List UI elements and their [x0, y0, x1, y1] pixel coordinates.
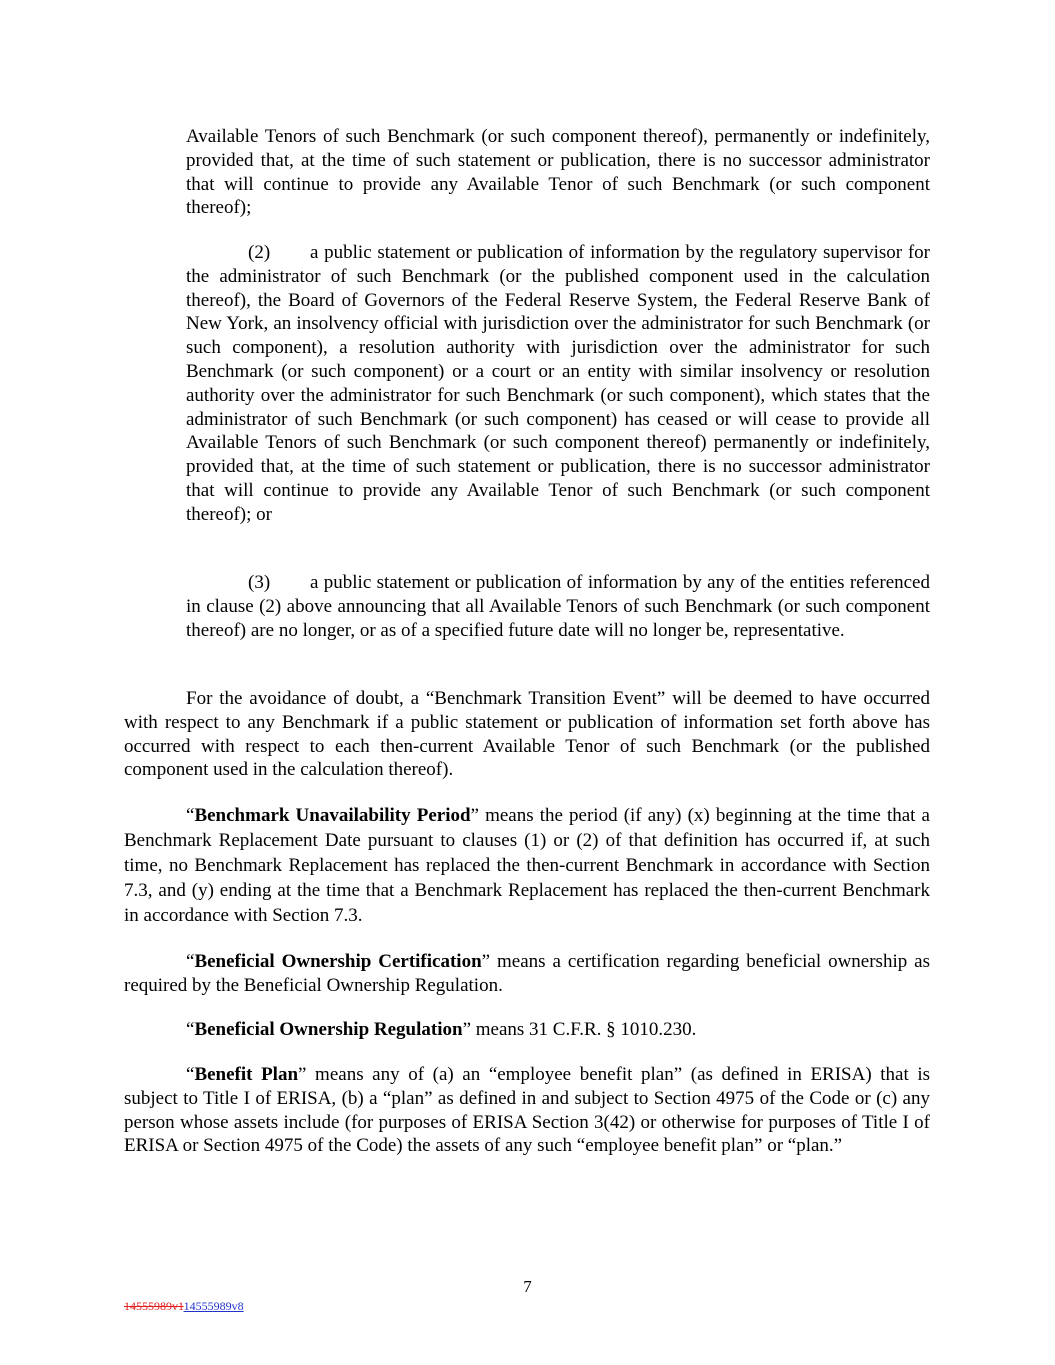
clause-2-text: a public statement or publication of information by the regulatory supervisor for the administrator of such Benchmark (or the published component used in the calculation thereof), the Board of Governors of the Federal Reserve System, the Federal Reserve Bank of New York, an insolvency official with jurisdiction over the administrator for such Benchmark (or such component), a resolution authority with jurisdiction over the administrator for such Benchmark (or such component) or a court or an entity with similar insolvency or resolution authority over the administrator for such Benchmark (or such component), which states that the administrator of such Benchmark (or such component) has ceased or will cease to provide all Available Tenors of such Benchmark (or such component thereof) permanently or indefinitely, provided that, at the time of such statement or publication, there is no successor administrator that will continue to provide any Available Tenor of such Benchmark (or such component thereof); or — [186, 242, 930, 525]
open-quote: “ — [186, 1019, 195, 1040]
defined-term: Benchmark Unavailability Period — [194, 805, 471, 826]
open-quote: “ — [186, 1064, 195, 1085]
clause-1-continuation — [186, 125, 930, 220]
clause-2-number: (2) — [248, 242, 271, 263]
page-number: 7 — [523, 1277, 532, 1296]
defined-term: Benefit Plan — [194, 1064, 299, 1085]
clause-1-text: Available Tenors of such Benchmark (or such component thereof), permanently or indefinitely, provided that, at the time of such statement or publication, there is no successor administrator that will continue to provide any Available Tenor of such Benchmark (or such component thereof); — [186, 126, 930, 219]
definition-benchmark-unavailability-period — [124, 803, 930, 928]
definition-text: ” means 31 C.F.R. § 1010.230. — [462, 1019, 697, 1040]
definition-beneficial-ownership-regulation — [124, 1018, 930, 1042]
open-quote: “ — [186, 951, 195, 972]
avoidance-of-doubt-paragraph — [124, 687, 930, 782]
avoidance-of-doubt-text: For the avoidance of doubt, a “Benchmark Transition Event” will be deemed to have occurred with respect to any Benchmark if a public statement or publication of information set forth above has occurred with respect to each then-current Available Tenor of such Benchmark (or the published component used in the calculation thereof). — [124, 688, 930, 781]
defined-term: Beneficial Ownership Regulation — [194, 1019, 463, 1040]
document-id-inserted[interactable]: 14555989v8 — [183, 1299, 244, 1313]
document-id — [124, 1299, 244, 1314]
clause-2 — [186, 241, 930, 527]
open-quote: “ — [186, 805, 195, 826]
definition-text: ” means the period (if any) (x) beginning at the time that a Benchmark Replacement Date pursuant to clauses (1) or (2) of that definition has occurred if, at such time, no Benchmark Replacement has replaced the then-current Benchmark in accordance with Section 7.3, and (y) ending at the time that a Benchmark Replacement has replaced the then-current Benchmark in accordance with Section 7.3. — [124, 805, 930, 926]
definition-text: ” means a certification regarding beneficial ownership as required by the Beneficial Ownership Regulation. — [124, 951, 930, 996]
document-id-deleted: 14555989v1 — [124, 1299, 184, 1313]
definition-beneficial-ownership-certification — [124, 950, 930, 998]
definition-benefit-plan — [124, 1063, 930, 1158]
clause-3-number: (3) — [248, 572, 271, 593]
clause-3 — [186, 571, 930, 642]
clause-3-text: a public statement or publication of information by any of the entities referenced in clause (2) above announcing that all Available Tenors of such Benchmark (or such component thereof) are no longer, or as of a specified future date will no longer be, representative. — [186, 572, 930, 641]
definition-text: ” means any of (a) an “employee benefit plan” (as defined in ERISA) that is subject to Title I of ERISA, (b) a “plan” as defined in and subject to Section 4975 of the Code or (c) any person whose assets include (for purposes of ERISA Section 3(42) or otherwise for purposes of Title I of ERISA or Section 4975 of the Code) the assets of any such “employee benefit plan” or “plan.” — [124, 1064, 930, 1157]
defined-term: Beneficial Ownership Certification — [194, 951, 482, 972]
